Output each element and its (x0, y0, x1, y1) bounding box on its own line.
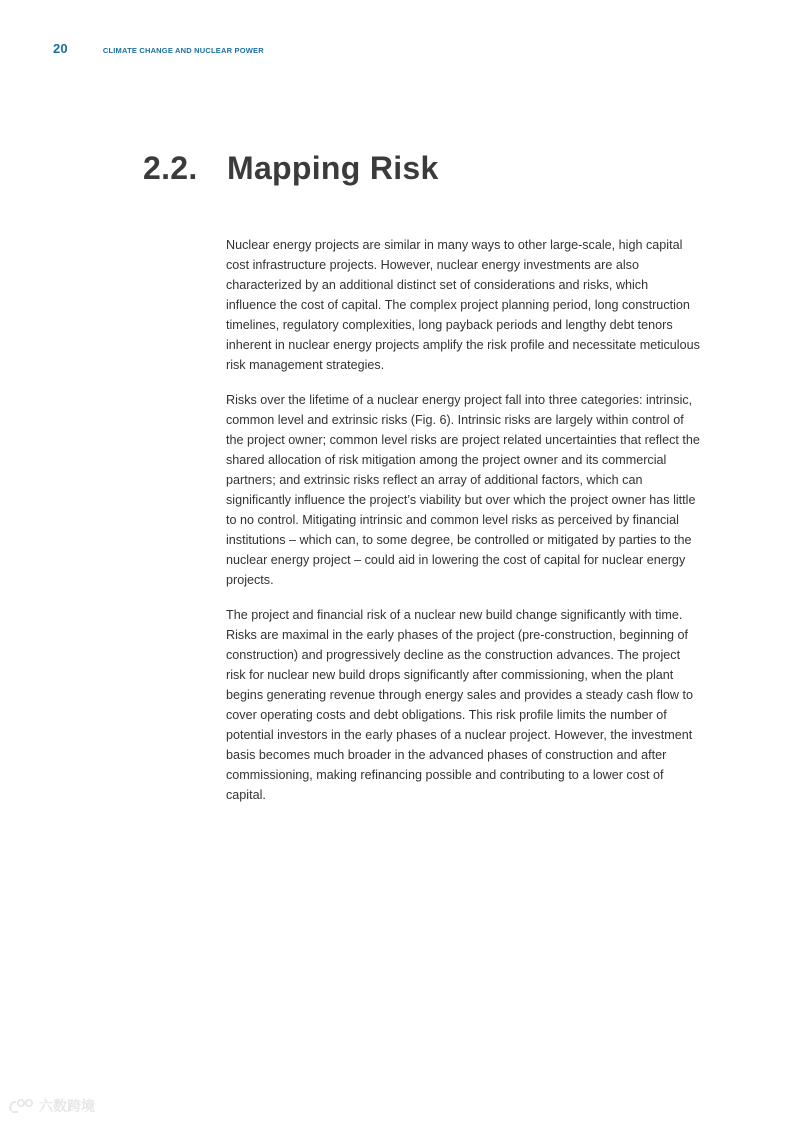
section-heading (143, 150, 439, 187)
paragraph: Nuclear energy projects are similar in many ways to other large-scale, high capital cost infrastructure projects. However, nuclear energy investments are also characterized by an additional distinct set of considerations and risks, which influence the cost of capital. The complex project planning period, long construction timelines, regulatory complexities, long payback periods and lengthy debt tenors inherent in nuclear energy projects amplify the risk profile and necessitate meticulous risk management strategies. (226, 238, 700, 372)
body-text (226, 235, 701, 820)
paragraph: Risks over the lifetime of a nuclear energy project fall into three categories: intrinsic, common level and extrinsic risks (Fig. 6). Intrinsic risks are largely within control of the project owner; common level risks are project related uncertainties that reflect the shared allocation of risk mitigation among the project owner and its commercial partners; and extrinsic risks reflect an array of additional factors, which can significantly influence the project’s viability but over which the project owner has little to no control. Mitigating intrinsic and common level risks as perceived by financial institutions – which can, to some degree, be controlled or mitigated by parties to the nuclear energy project – could aid in lowering the cost of capital for nuclear energy projects. (226, 393, 700, 587)
page-header (53, 41, 264, 56)
section-number: 2.2. (143, 150, 198, 186)
page-number: 20 (53, 41, 68, 56)
watermark-text: 六数跨境 (39, 1099, 95, 1115)
watermark (8, 1096, 95, 1116)
section-title: Mapping Risk (227, 150, 439, 186)
running-title: CLIMATE CHANGE AND NUCLEAR POWER (102, 46, 264, 55)
paragraph: The project and financial risk of a nuclear new build change significantly with time. Risks are maximal in the early phases of the project (pre-construction, beginning of construction) and progressively decline as the construction advances. The project risk for nuclear new build drops significantly after commissioning, when the plant begins generating revenue through energy sales and provides a steady cash flow to cover operating costs and debt obligations. This risk profile limits the number of potential investors in the early phases of a nuclear project. However, the investment basis becomes much broader in the advanced phases of construction and after commissioning, making refinancing possible and contributing to a lower cost of capital. (226, 608, 693, 802)
watermark-logo-icon (8, 1097, 36, 1115)
